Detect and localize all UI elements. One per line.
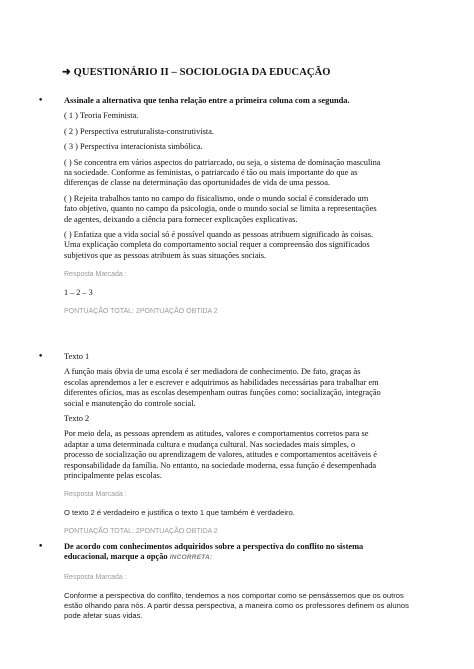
statement-2-line: de agentes, deixando a ciência para fornecer explicações explicativas. xyxy=(64,214,298,224)
text-2-line: adaptar a uma determinada cultura e mudança cultural. Nas sociedades mais simples, o xyxy=(64,439,356,449)
text-2-heading: Texto 2 xyxy=(64,414,90,424)
text-1-line: escolas aprendemos a ler e escrever e adquirimos as habilidades necessárias para trabalhar em xyxy=(64,377,379,387)
text-2-line: processo de socialização ou aprendizagem de valores, atitudes e comportamentos aceitáveis é xyxy=(64,450,377,460)
statement-2-line: fato objetivo, quanto no campo da psicologia, onde o mundo social se limita a representações xyxy=(64,204,377,214)
marked-answer-label: Resposta Marcada : xyxy=(64,573,127,581)
text-1-line: diferentes ofícios, mas as escolas desempenham outras funções como: socialização, integração xyxy=(64,388,381,398)
marked-answer-line: pode afetar suas vidas. xyxy=(64,610,143,620)
incorreta-label: INCORRETA: xyxy=(169,554,213,562)
bullet-icon: • xyxy=(38,96,44,106)
statement-1-line: diferenças de classe na determinação das oportunidades de vida de uma pessoa. xyxy=(64,178,331,188)
question-3-stem-line-2 xyxy=(64,552,420,563)
question-1-stem: Assinale a alternativa que tenha relação entre a primeira coluna com a segunda. xyxy=(64,96,350,105)
option-1: ( 1 ) Teoria Feminista. xyxy=(64,111,139,121)
marked-answer-label: Resposta Marcada : xyxy=(64,271,127,279)
text-1-heading: Texto 1 xyxy=(64,352,90,361)
statement-1-line: ( ) Se concentra em vários aspectos do patriarcado, ou seja, o sistema de dominação masculina xyxy=(64,157,381,167)
statement-3-line: subjetivos que as pessoas atribuem às suas situações sociais. xyxy=(64,250,267,260)
marked-answer-line: Conforme a perspectiva do conflito, tendemos a nos comportar como se pensássemos que os outros xyxy=(64,590,404,600)
statement-3-line: ( ) Enfatiza que a vida social só é possível quando as pessoas atribuem significado às coisas. xyxy=(64,230,374,240)
marked-answer-line: estão olhando para nós. A partir dessa perspectiva, a maneira como os professores definem os alunos xyxy=(64,600,409,610)
statement-1-line: na sociedade. Conforme as feministas, o patriarcado é tão ou mais importante do que as xyxy=(64,168,358,178)
question-1 xyxy=(38,96,420,316)
text-2-line: principalmente pelas escolas. xyxy=(64,471,162,481)
question-3 xyxy=(38,542,420,621)
score-text: PONTUAÇÃO TOTAL: 2PONTUAÇÃO OBTIDA 2 xyxy=(64,528,218,536)
question-2 xyxy=(38,352,420,536)
question-3-stem-text: educacional, marque a opção xyxy=(64,552,168,562)
bullet-icon: • xyxy=(38,352,44,362)
question-3-stem: De acordo com conhecimentos adquiridos sobre a perspectiva do conflito no sistema xyxy=(64,542,364,551)
option-3: ( 3 ) Perspectiva interacionista simbólica. xyxy=(64,142,203,152)
statement-2-line: ( ) Rejeita trabalhos tanto no campo do fisicalismo, onde o mundo social é considerado um xyxy=(64,193,369,203)
marked-answer-label: Resposta Marcada : xyxy=(64,491,127,499)
score-text: PONTUAÇÃO TOTAL: 2PONTUAÇÃO OBTIDA 2 xyxy=(64,308,218,316)
page-title: ➜ QUESTIONÁRIO II – SOCIOLOGIA DA EDUCAÇÃO xyxy=(62,67,331,78)
text-1-line: A função mais óbvia de uma escola é ser mediadora de conhecimento. De fato, graças às xyxy=(64,367,361,377)
marked-answer: O texto 2 é verdadeiro e justifica o texto 1 que também é verdadeiro. xyxy=(64,508,295,518)
text-1-line: social e manutenção do controle social. xyxy=(64,398,196,408)
statement-3-line: Uma explicação completa do comportamento social requer a compreensão dos significados xyxy=(64,240,370,250)
bullet-icon: • xyxy=(38,542,44,552)
option-2: ( 2 ) Perspectiva estruturalista-construtivista. xyxy=(64,126,215,136)
text-2-line: Por meio dela, as pessoas aprendem as atitudes, valores e comportamentos corretos para se xyxy=(64,429,369,439)
marked-answer: 1 – 2 – 3 xyxy=(64,288,93,298)
text-2-line: responsabilidade da família. No entanto, na sociedade moderna, essa função é desempenhada xyxy=(64,460,377,470)
